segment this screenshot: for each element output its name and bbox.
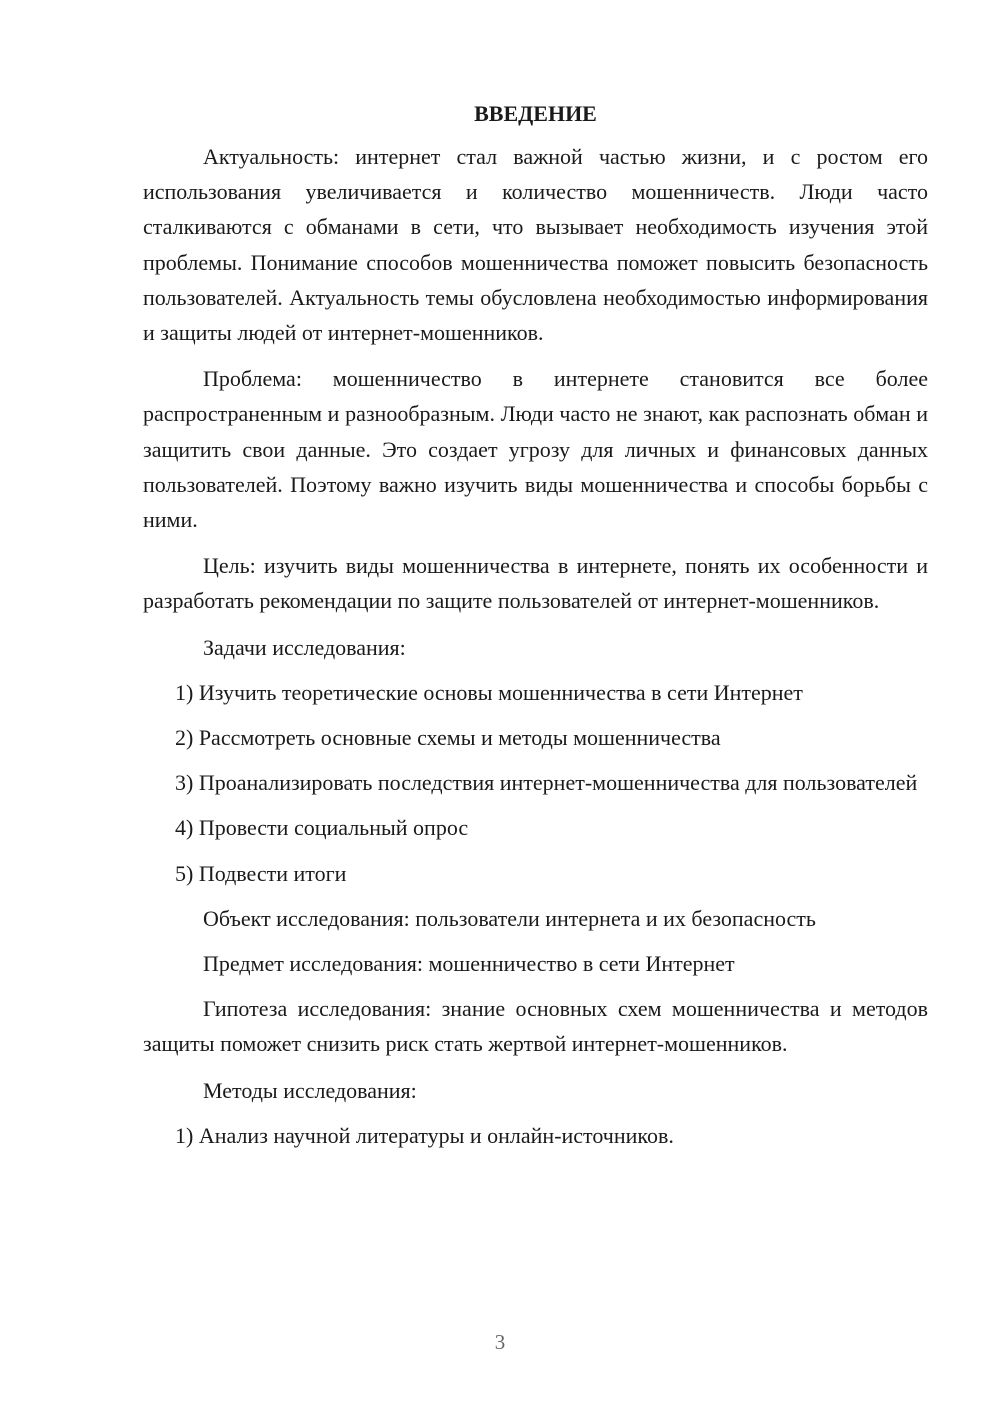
problem-paragraph: Проблема: мошенничество в интернете становится все более распространенным и разнообразным. Люди часто не знают, как распознать обман и защитить свои данные. Это создает угрозу для личных и финансовых данных пользователей. Поэтому важно изучить виды мошенничества и способы борьбы с ними. <box>143 366 928 533</box>
subject-paragraph: Предмет исследования: мошенничество в сети Интернет <box>203 951 735 977</box>
goal-paragraph: Цель: изучить виды мошенничества в интернете, понять их особенности и разработать рекомендации по защите пользователей от интернет-мошенников. <box>143 553 928 614</box>
method-item: 1) Анализ научной литературы и онлайн-источников. <box>175 1122 674 1148</box>
task-item: 4) Провести социальный опрос <box>175 815 469 841</box>
task-item: 2) Рассмотреть основные схемы и методы мошенничества <box>175 725 721 751</box>
task-item: 5) Подвести итоги <box>175 860 347 886</box>
hypothesis-paragraph: Гипотеза исследования: знание основных схем мошенничества и методов защиты поможет снизить риск стать жертвой интернет-мошенников. <box>143 996 928 1057</box>
relevance-paragraph: Актуальность: интернет стал важной частью жизни, и с ростом его использования увеличивается и количество мошенничеств. Люди часто сталкиваются с обманами в сети, что вызывает необходимость изучения этой проблемы. Понимание способов мошенничества поможет повысить безопасность пользователей. Актуальность темы обусловлена необходимостью информирования и защиты людей от интернет-мошенников. <box>143 144 928 346</box>
document-page <box>143 96 928 1153</box>
tasks-heading: Задачи исследования: <box>203 634 406 660</box>
page-number: 3 <box>494 1330 506 1354</box>
section-title: ВВЕДЕНИЕ <box>474 101 597 126</box>
task-item: 1) Изучить теоретические основы мошенничества в сети Интернет <box>175 679 803 705</box>
task-item: 3) Проанализировать последствия интернет-мошенничества для пользователей <box>175 770 918 796</box>
methods-heading: Методы исследования: <box>203 1077 417 1103</box>
object-paragraph: Объект исследования: пользователи интернета и их безопасность <box>203 905 816 931</box>
